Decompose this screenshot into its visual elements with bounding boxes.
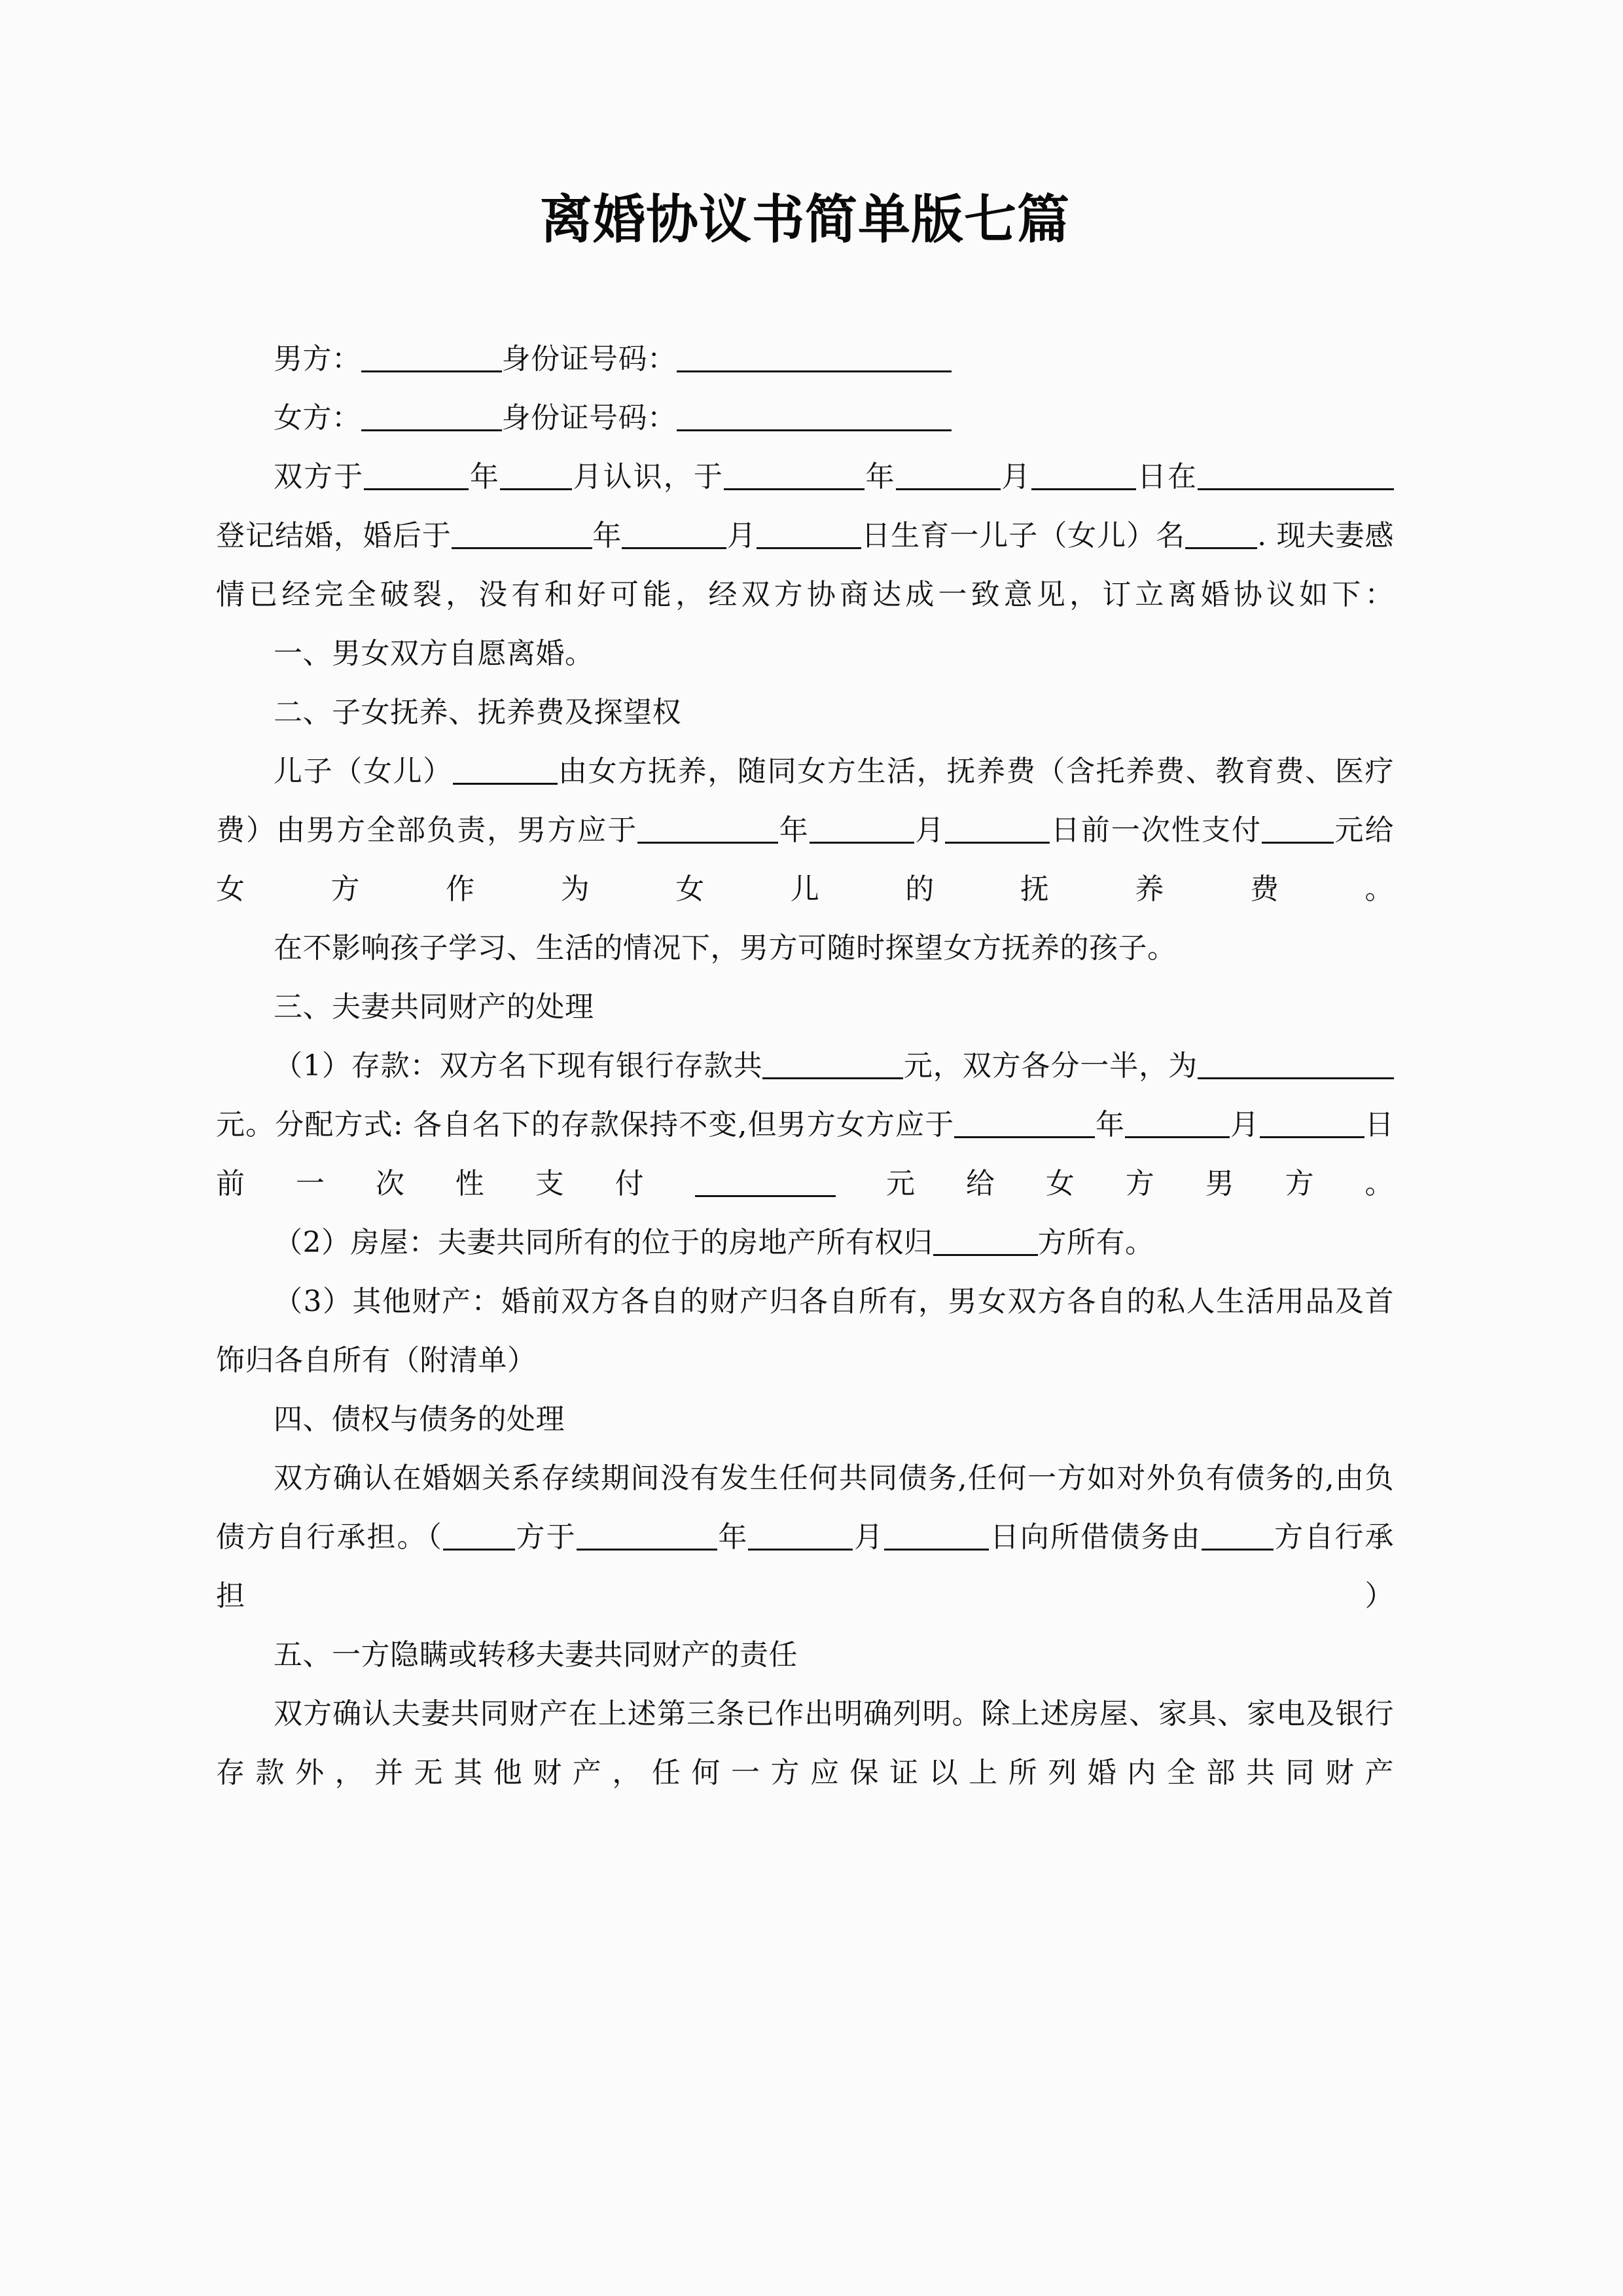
deposits-suffix: 元给女方男方。 [835,1167,1395,1200]
support-month-label: 月 [914,814,946,847]
marry-year-blank[interactable] [452,522,592,549]
party-female-label: 女方： [274,401,361,435]
meet-year-label: 年 [469,460,500,493]
support-amount-suffix: 元给女方作为女儿的抚养费。 [216,814,1395,906]
support-day-blank[interactable] [945,817,1050,844]
party-male-line [216,330,1394,389]
house-owner-blank[interactable] [933,1229,1038,1256]
article-3-title: 三、夫妻共同财产的处理 [274,990,594,1024]
deposits-month-blank[interactable] [1125,1111,1230,1138]
support-year-label: 年 [778,814,810,847]
register-place-blank[interactable] [1198,463,1394,490]
marry-day-label: 日生育一儿子（女儿） [861,519,1156,552]
breakdown-text: . 现夫妻感情已经完全破裂，没有和好可能，经双方协商达成一致意见，订立离婚协议如下： [216,519,1395,611]
meet-month2-label: 月 [1000,460,1032,493]
deposits-day-label: 日前一次性支付 [216,1108,1395,1200]
article-5-paragraph: 双方确认夫妻共同财产在上述第三条已作出明确列明。除上述房屋、家具、家电及银行存款外，并无其他财产，任何一方应保证以上所列婚内全部共同财产 [216,1697,1394,1789]
support-day-label: 日前一次性支付 [1050,814,1262,847]
article-2-title: 二、子女抚养、抚养费及探望权 [274,696,681,729]
deposits-year-label: 年 [1095,1108,1126,1141]
support-month-blank[interactable] [810,817,914,844]
meet-year2-blank[interactable] [724,463,865,490]
custody-child-blank[interactable] [453,758,558,785]
support-year-blank[interactable] [637,817,778,844]
meet-year-blank[interactable] [364,463,469,490]
article-3-house-paragraph [216,1213,1394,1272]
marry-month-blank[interactable] [622,522,726,549]
marry-month-label: 月 [726,519,757,552]
deposits-month-label: 月 [1230,1108,1260,1141]
debt-month-label: 月 [853,1520,885,1554]
deposits-total-blank[interactable] [762,1052,903,1079]
debt-year-label: 年 [717,1520,749,1554]
article-4-title: 四、债权与债务的处理 [274,1403,565,1436]
deposits-middle: 元，双方各分一半，为 [903,1049,1198,1083]
party-female-line [216,389,1394,448]
party-male-id-label: 身份证号码： [501,342,677,376]
marry-year-label: 年 [592,519,622,552]
deposits-day-blank[interactable] [1260,1111,1364,1138]
debt-bearer-blank[interactable] [1202,1524,1274,1551]
debt-year-blank[interactable] [577,1524,717,1551]
child-name-label: 名 [1156,519,1186,552]
party-male-id-blank[interactable] [677,346,952,372]
article-5-title: 五、一方隐瞒或转移夫妻共同财产的责任 [274,1638,798,1672]
meet-day2-label: 日在 [1136,460,1198,493]
marry-prefix: 登记结婚，婚后于 [216,519,452,552]
custody-prefix: 儿子（女儿） [274,755,453,788]
deposits-prefix: （1）存款：双方名下现有银行存款共 [274,1049,763,1083]
article-1: 一、男女双方自愿离婚。 [274,637,594,670]
article-3-deposits-paragraph [216,1037,1394,1213]
house-prefix: （2）房屋：夫妻共同所有的位于的房地产所有权归 [274,1226,933,1259]
debt-party-label: 方于 [514,1520,577,1554]
party-female-name-blank[interactable] [361,404,502,431]
meet-prefix: 双方于 [274,460,365,493]
debt-prefix: 双方确认在婚姻关系存续期间没有发生任何共同债务,任何一方如对外负有债务的,由负债方自行承担。（ [216,1462,1394,1554]
party-male-name-blank[interactable] [361,346,502,372]
meet-month-blank[interactable] [500,463,572,490]
meet-middle: 认识，于 [603,460,724,493]
article-3-other-property-paragraph: （3）其他财产：婚前双方各自的财产归各自所有，男女双方各自的私人生活用品及首饰归各自所有（附清单） [216,1285,1394,1377]
article-2-custody-paragraph [216,742,1394,919]
child-name-blank[interactable] [1185,522,1257,549]
house-suffix: 方所有。 [1037,1226,1154,1259]
page-content [216,0,1394,1803]
debt-day-label: 日向所借债务由 [989,1520,1202,1554]
meet-month-label: 月 [571,460,603,493]
debt-party-blank[interactable] [443,1524,515,1551]
debt-suffix: 方自行承担） [216,1520,1395,1613]
debt-month-blank[interactable] [748,1524,853,1551]
meet-year2-label: 年 [864,460,896,493]
marriage-history-paragraph [216,448,1394,624]
document-body [216,253,1394,1803]
party-female-id-label: 身份证号码： [501,401,677,435]
party-male-label: 男方： [274,342,361,376]
page-title: 离婚协议书简单版七篇 [540,189,1070,250]
meet-month2-blank[interactable] [896,463,1001,490]
deposits-year-blank[interactable] [954,1111,1095,1138]
custody-body: 由女方抚养，随同女方生活，抚养费（含托养费、教育费、医疗费）由男方全部负责，男方应于 [216,755,1395,847]
meet-day2-blank[interactable] [1031,463,1136,490]
deposits-half-blank[interactable] [1198,1052,1394,1079]
article-2-visitation-paragraph: 在不影响孩子学习、生活的情况下，男方可随时探望女方抚养的孩子。 [274,931,1177,965]
party-female-id-blank[interactable] [677,404,952,431]
article-4-debt-paragraph [216,1449,1394,1626]
deposits-method: 元。分配方式: 各自名下的存款保持不变,但男方女方应于 [216,1108,955,1141]
support-amount-blank[interactable] [1262,817,1334,844]
deposits-payment-blank[interactable] [695,1170,836,1197]
marry-day-blank[interactable] [757,522,861,549]
debt-day-blank[interactable] [884,1524,989,1551]
